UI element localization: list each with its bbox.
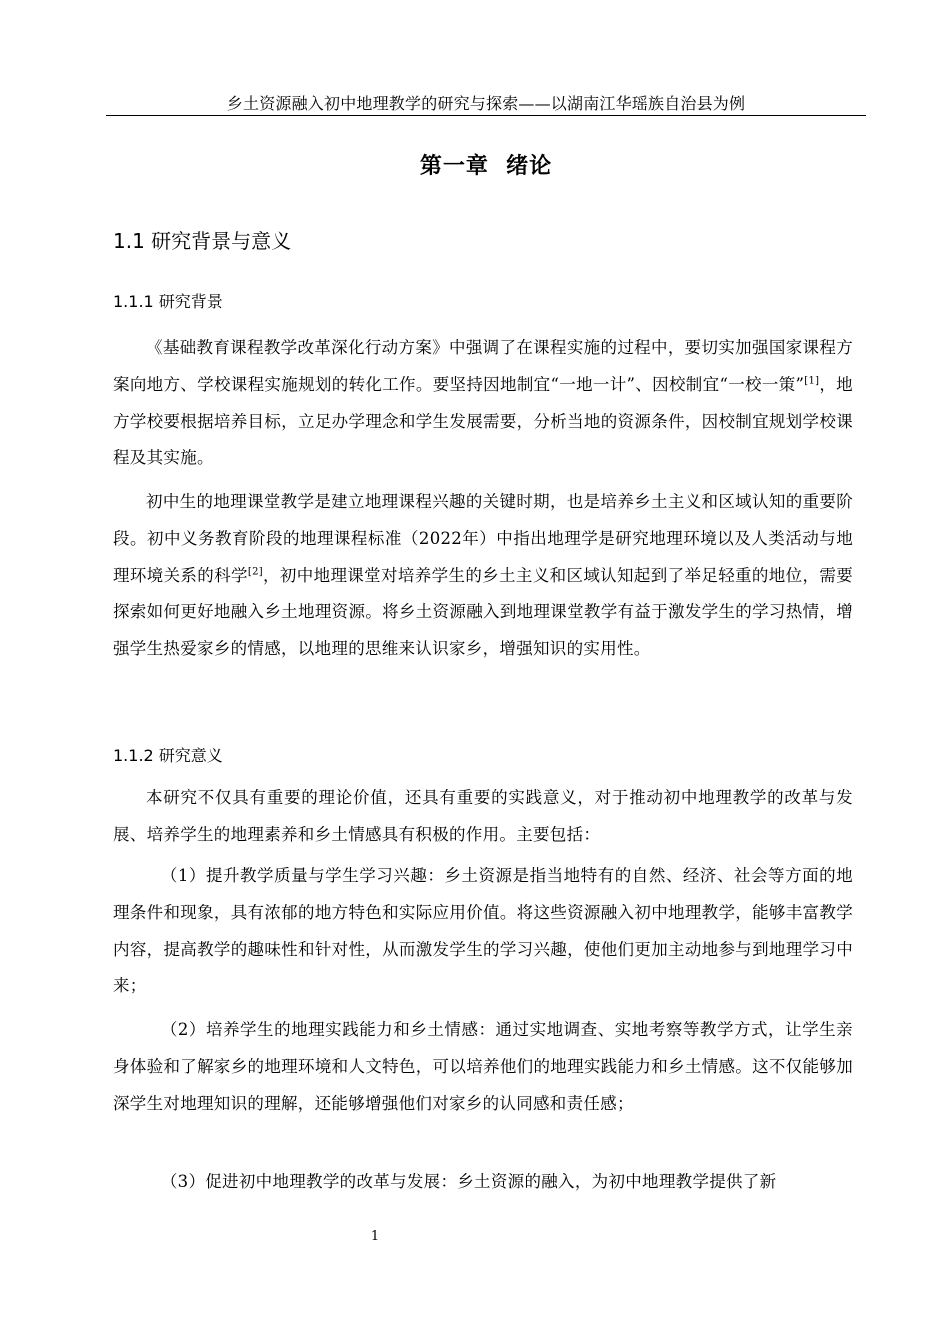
paragraph-text: 《基础教育课程教学改革深化行动方案》中强调了在课程实施的过程中，要切实加强国家课程方案向地方、学校课程实施规划的转化工作。要坚持因地制宜“一地一计”、因校制宜“一校一策” [113,338,853,394]
citation-ref: [2] [247,566,263,578]
citation-ref: [1] [804,375,820,387]
paragraph-text: ，初中地理课堂对培养学生的乡土主义和区域认知起到了举足轻重的地位，需要探索如何更好地融入乡土地理资源。将乡土资源融入到地理课堂教学有益于激发学生的学习热情，增强学生热爱家乡的情感，以地理的思维来认识家乡，增强知识的实用性。 [113,565,854,659]
chapter-title: 第一章 绪论 [419,154,553,179]
section-heading-1-1: 1.1 研究背景与意义 [113,229,292,253]
header-rule [106,115,866,116]
running-header: 乡土资源融入初中地理教学的研究与探索——以湖南江华瑶族自治县为例 [226,94,746,113]
paragraph-background-1 [113,330,853,477]
page-number: 1 [370,1229,380,1244]
paragraph-text: 初中生的地理课堂教学是建立地理课程兴趣的关键时期，也是培养乡土主义和区域认知的重要阶段。初中义务教育阶段的地理课程标准（2022年）中指出地理学是研究地理环境以及人类活动与地理环境关系的科学 [113,492,853,585]
paragraph-text: ，地方学校要根据培养目标，立足办学理念和学生发展需要，分析当地的资源条件，因校制宜规划学校课程及其实施。 [113,374,853,468]
paragraph-background-2 [113,484,853,668]
subsection-heading-1-1-2: 1.1.2 研究意义 [113,746,223,765]
list-item-2: （2）培养学生的地理实践能力和乡土情感：通过实地调查、实地考察等教学方式，让学生亲身体验和了解家乡的地理环境和人文特色，可以培养他们的地理实践能力和乡土情感。这不仅能够加深学生对地理知识的理解，还能够增强他们对家乡的认同感和责任感； [113,1020,853,1113]
subsection-heading-1-1-1: 1.1.1 研究背景 [113,292,223,311]
paragraph-significance-intro: 本研究不仅具有重要的理论价值，还具有重要的实践意义，对于推动初中地理教学的改革与发展、培养学生的地理素养和乡土情感具有积极的作用。主要包括： [113,788,853,844]
list-item-3: （3）促进初中地理教学的改革与发展：乡土资源的融入，为初中地理教学提供了新 [160,1172,777,1191]
list-item-1: （1）提升教学质量与学生学习兴趣：乡土资源是指当地特有的自然、经济、社会等方面的地理条件和现象，具有浓郁的地方特色和实际应用价值。将这些资源融入初中地理教学，能够丰富教学内容，提高教学的趣味性和针对性，从而激发学生的学习兴趣，使他们更加主动地参与到地理学习中来； [113,866,853,996]
